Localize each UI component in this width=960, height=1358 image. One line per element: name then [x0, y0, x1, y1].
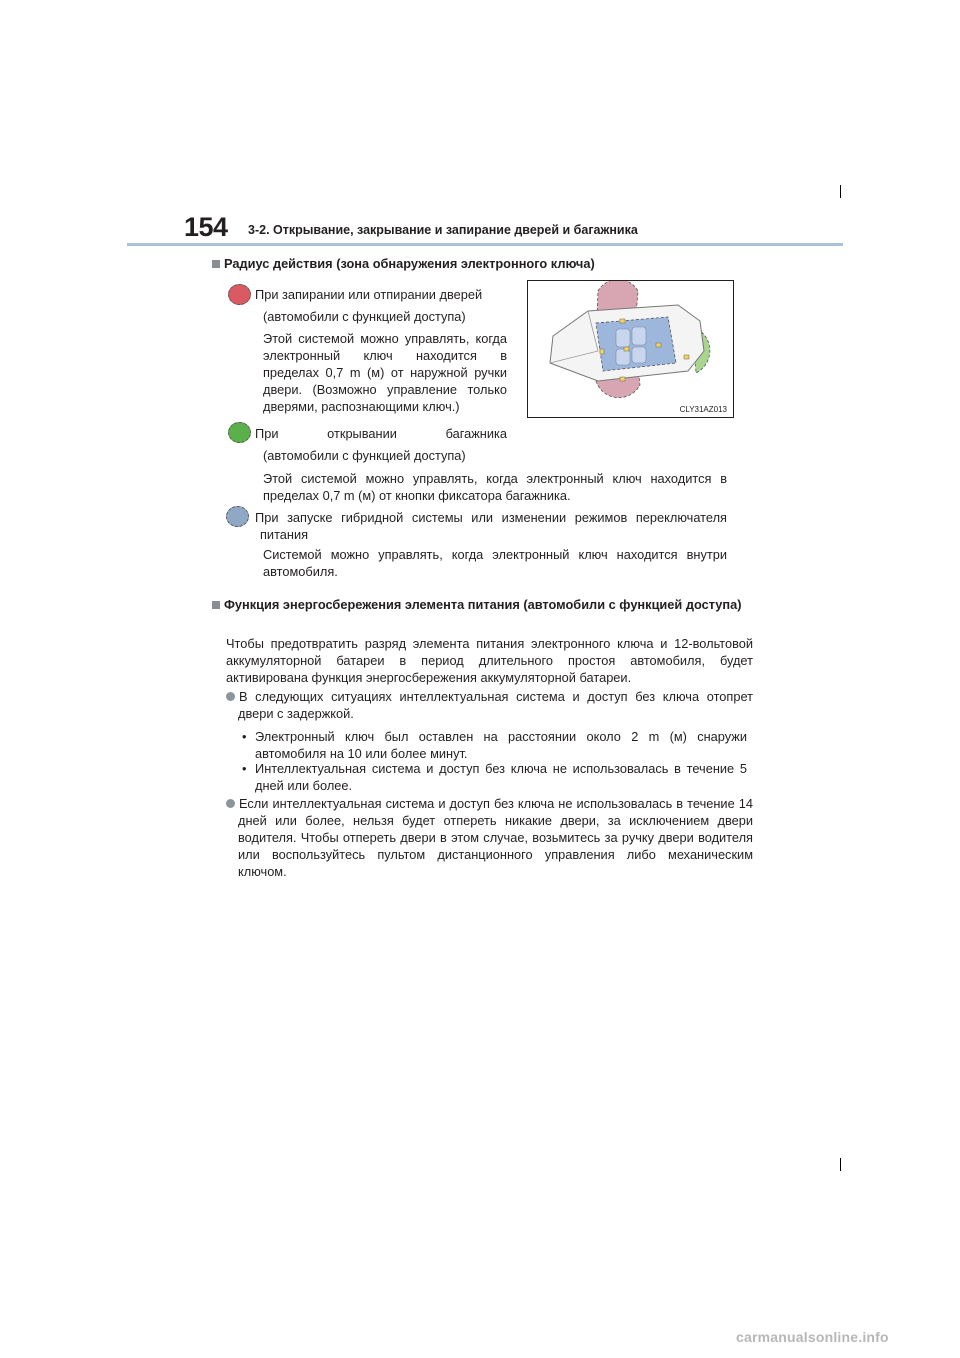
- antenna: [600, 349, 604, 354]
- seat: [632, 347, 646, 363]
- seat: [616, 349, 630, 365]
- detection-range-figure: [527, 280, 734, 418]
- section-heading-text: Функция энергосбережения элемента питания (автомобили с функцией доступа): [224, 597, 742, 612]
- bullet-marker: •: [242, 761, 247, 776]
- point-delay: [226, 688, 753, 722]
- antenna: [684, 355, 689, 359]
- chapter-title: 3-2. Открывание, закрывание и запирание дверей и багажника: [248, 223, 638, 237]
- figure-code: CLY31AZ013: [679, 405, 727, 414]
- section-heading-text: Радиус действия (зона обнаружения электронного ключа): [224, 256, 595, 271]
- seat: [616, 329, 630, 347]
- battery-intro: Чтобы предотвратить разряд элемента питания электронного ключа и 12-вольтовой аккумуляторной батареи в период длительного простоя автомобиля, будет активирована функция энергосбережения аккумуляторной батареи.: [226, 636, 753, 685]
- item-trunk-body: Этой системой можно управлять, когда электронный ключ находится в пределах 0,7 m (м) от кнопки фиксатора багажника.: [263, 471, 727, 503]
- item-door-body: Этой системой можно управлять, когда электронный ключ находится в пределах 0,7 m (м) от наружной ручки двери. (Возможно управление только дверями, распознающими ключ.): [263, 331, 507, 414]
- antenna: [620, 377, 625, 381]
- circle-bullet-icon: [226, 799, 235, 808]
- bullet-item: [242, 728, 747, 762]
- item-door-subtitle: (автомобили с функцией доступа): [263, 309, 466, 324]
- blue-zone-icon: [226, 506, 249, 527]
- bullet-item: [242, 760, 747, 794]
- square-bullet-icon: [212, 601, 220, 609]
- item-start-body: Системой можно управлять, когда электронный ключ находится внутри автомобиля.: [263, 547, 727, 579]
- crop-mark-bottom: [840, 1158, 841, 1171]
- item-door-title: При запирании или отпирании дверей: [255, 287, 483, 302]
- point-delay-text: В следующих ситуациях интеллектуальная система и доступ без ключа отопрет двери с задержкой.: [238, 689, 753, 721]
- circle-bullet-icon: [226, 692, 235, 701]
- bullet-text: Интеллектуальная система и доступ без ключа не использовалась в течение 5 дней или более.: [255, 761, 747, 793]
- point-locked: [226, 795, 753, 880]
- seat: [632, 327, 646, 345]
- section-heading-range: [212, 255, 752, 272]
- red-zone-icon: [228, 284, 251, 305]
- bullet-marker: •: [242, 729, 247, 744]
- green-zone-icon: [228, 422, 251, 443]
- car-top-view-diagram: [528, 281, 733, 417]
- item-start-title: При запуске гибридной системы или изменении режимов переключателя питания: [255, 510, 727, 542]
- item-trunk-title: При открывании багажника: [255, 426, 507, 441]
- section-heading-battery: [212, 596, 752, 613]
- antenna: [656, 343, 661, 347]
- item-trunk-subtitle: (автомобили с функцией доступа): [263, 448, 466, 463]
- point-locked-text: Если интеллектуальная система и доступ без ключа не использовалась в течение 14 дней или более, нельзя будет отпереть никакие двери, за исключением двери водителя. Чтобы отпереть двери в этом случае, возьмитесь за ручку двери водителя или воспользуйтесь пультом дистанционного управления либо механическим ключом.: [238, 796, 753, 879]
- antenna: [624, 347, 629, 351]
- page-number: 154: [184, 212, 228, 242]
- header-rule: [127, 243, 843, 246]
- footer-watermark: carmanualsonline.info: [736, 1329, 889, 1345]
- crop-mark-top: [840, 185, 841, 198]
- square-bullet-icon: [212, 260, 220, 268]
- bullet-text: Электронный ключ был оставлен на расстоянии около 2 m (м) снаружи автомобиля на 10 или более минут.: [255, 729, 747, 761]
- antenna: [620, 319, 625, 323]
